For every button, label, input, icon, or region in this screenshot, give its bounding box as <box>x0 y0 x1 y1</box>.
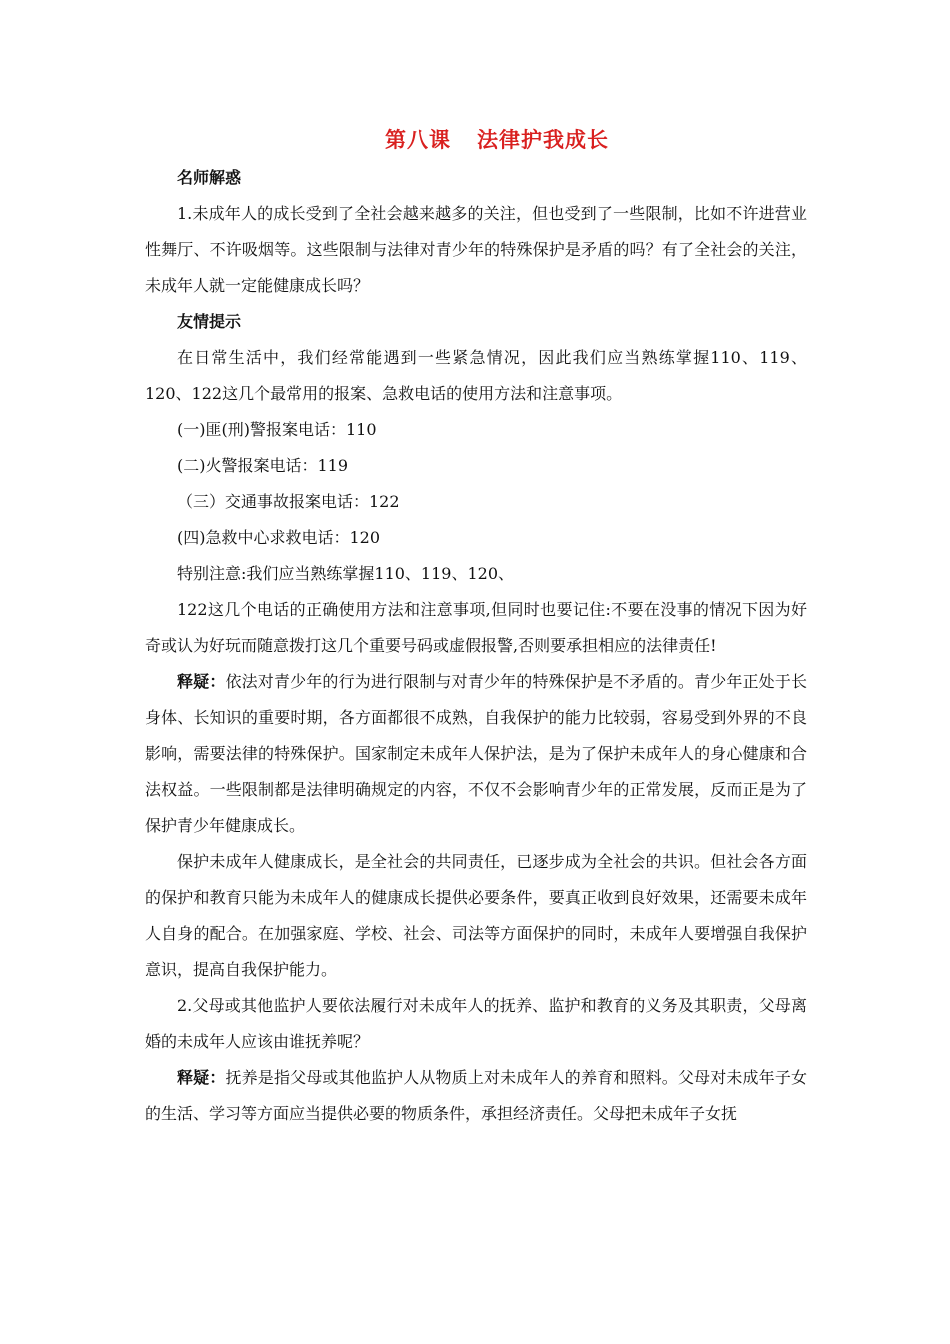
answer-1 <box>145 664 807 844</box>
answer-2-text: 抚养是指父母或其他监护人从物质上对未成年人的养育和照料。父母对未成年子女的生活、学习等方面应当提供必要的物质条件，承担经济责任。父母把未成年子女抚 <box>145 1068 807 1123</box>
question-2: 2.父母或其他监护人要依法履行对未成年人的抚养、监护和教育的义务及其职责，父母离婚的未成年人应该由谁抚养呢？ <box>145 996 807 1051</box>
special-note-line2: 122这几个电话的正确使用方法和注意事项,但同时也要记住:不要在没事的情况下因为好奇或认为好玩而随意拨打这几个重要号码或虚假报警,否则要承担相应的法律责任! <box>145 600 807 655</box>
document-body <box>145 160 807 1132</box>
answer-1-text: 依法对青少年的行为进行限制与对青少年的特殊保护是不矛盾的。青少年正处于长身体、长知识的重要时期，各方面都很不成熟，自我保护的能力比较弱，容易受到外界的不良影响，需要法律的特殊保护。国家制定未成年人保护法，是为了保护未成年人的身心健康和合法权益。一些限制都是法律明确规定的内容，不仅不会影响青少年的正常发展，反而正是为了保护青少年健康成长。 <box>145 672 807 835</box>
title-lesson-number: 第八课 <box>385 128 451 152</box>
title-lesson-name: 法律护我成长 <box>477 128 609 152</box>
list-item-traffic: （三）交通事故报案电话：122 <box>177 492 400 511</box>
answer-1-paragraph-2: 保护未成年人健康成长，是全社会的共同责任，已逐步成为全社会的共识。但社会各方面的保护和教育只能为未成年人的健康成长提供必要条件，要真正收到良好效果，还需要未成年人自身的配合。在加强家庭、学校、社会、司法等方面保护的同时，未成年人要增强自我保护意识，提高自我保护能力。 <box>145 852 807 979</box>
section-heading-teacher-answers: 名师解惑 <box>177 168 242 187</box>
answer-1-lead: 释疑： <box>177 672 226 691</box>
special-note-line1: 特别注意:我们应当熟练掌握110、119、120、 <box>177 564 515 583</box>
list-item-ambulance: (四)急救中心求救电话：120 <box>177 528 381 547</box>
page-title <box>0 124 950 154</box>
list-item-police: (一)匪(刑)警报案电话：110 <box>177 420 377 439</box>
question-1: 1.未成年人的成长受到了全社会越来越多的关注，但也受到了一些限制，比如不许进营业性舞厅、不许吸烟等。这些限制与法律对青少年的特殊保护是矛盾的吗？有了全社会的关注，未成年人就一定能健康成长吗？ <box>145 204 807 295</box>
tips-intro: 在日常生活中，我们经常能遇到一些紧急情况，因此我们应当熟练掌握110、119、120、122这几个最常用的报案、急救电话的使用方法和注意事项。 <box>145 348 807 403</box>
answer-2-lead: 释疑： <box>177 1068 226 1087</box>
answer-2 <box>145 1060 807 1132</box>
list-item-fire: (二)火警报案电话：119 <box>177 456 349 475</box>
section-heading-friendly-tips: 友情提示 <box>177 312 242 331</box>
